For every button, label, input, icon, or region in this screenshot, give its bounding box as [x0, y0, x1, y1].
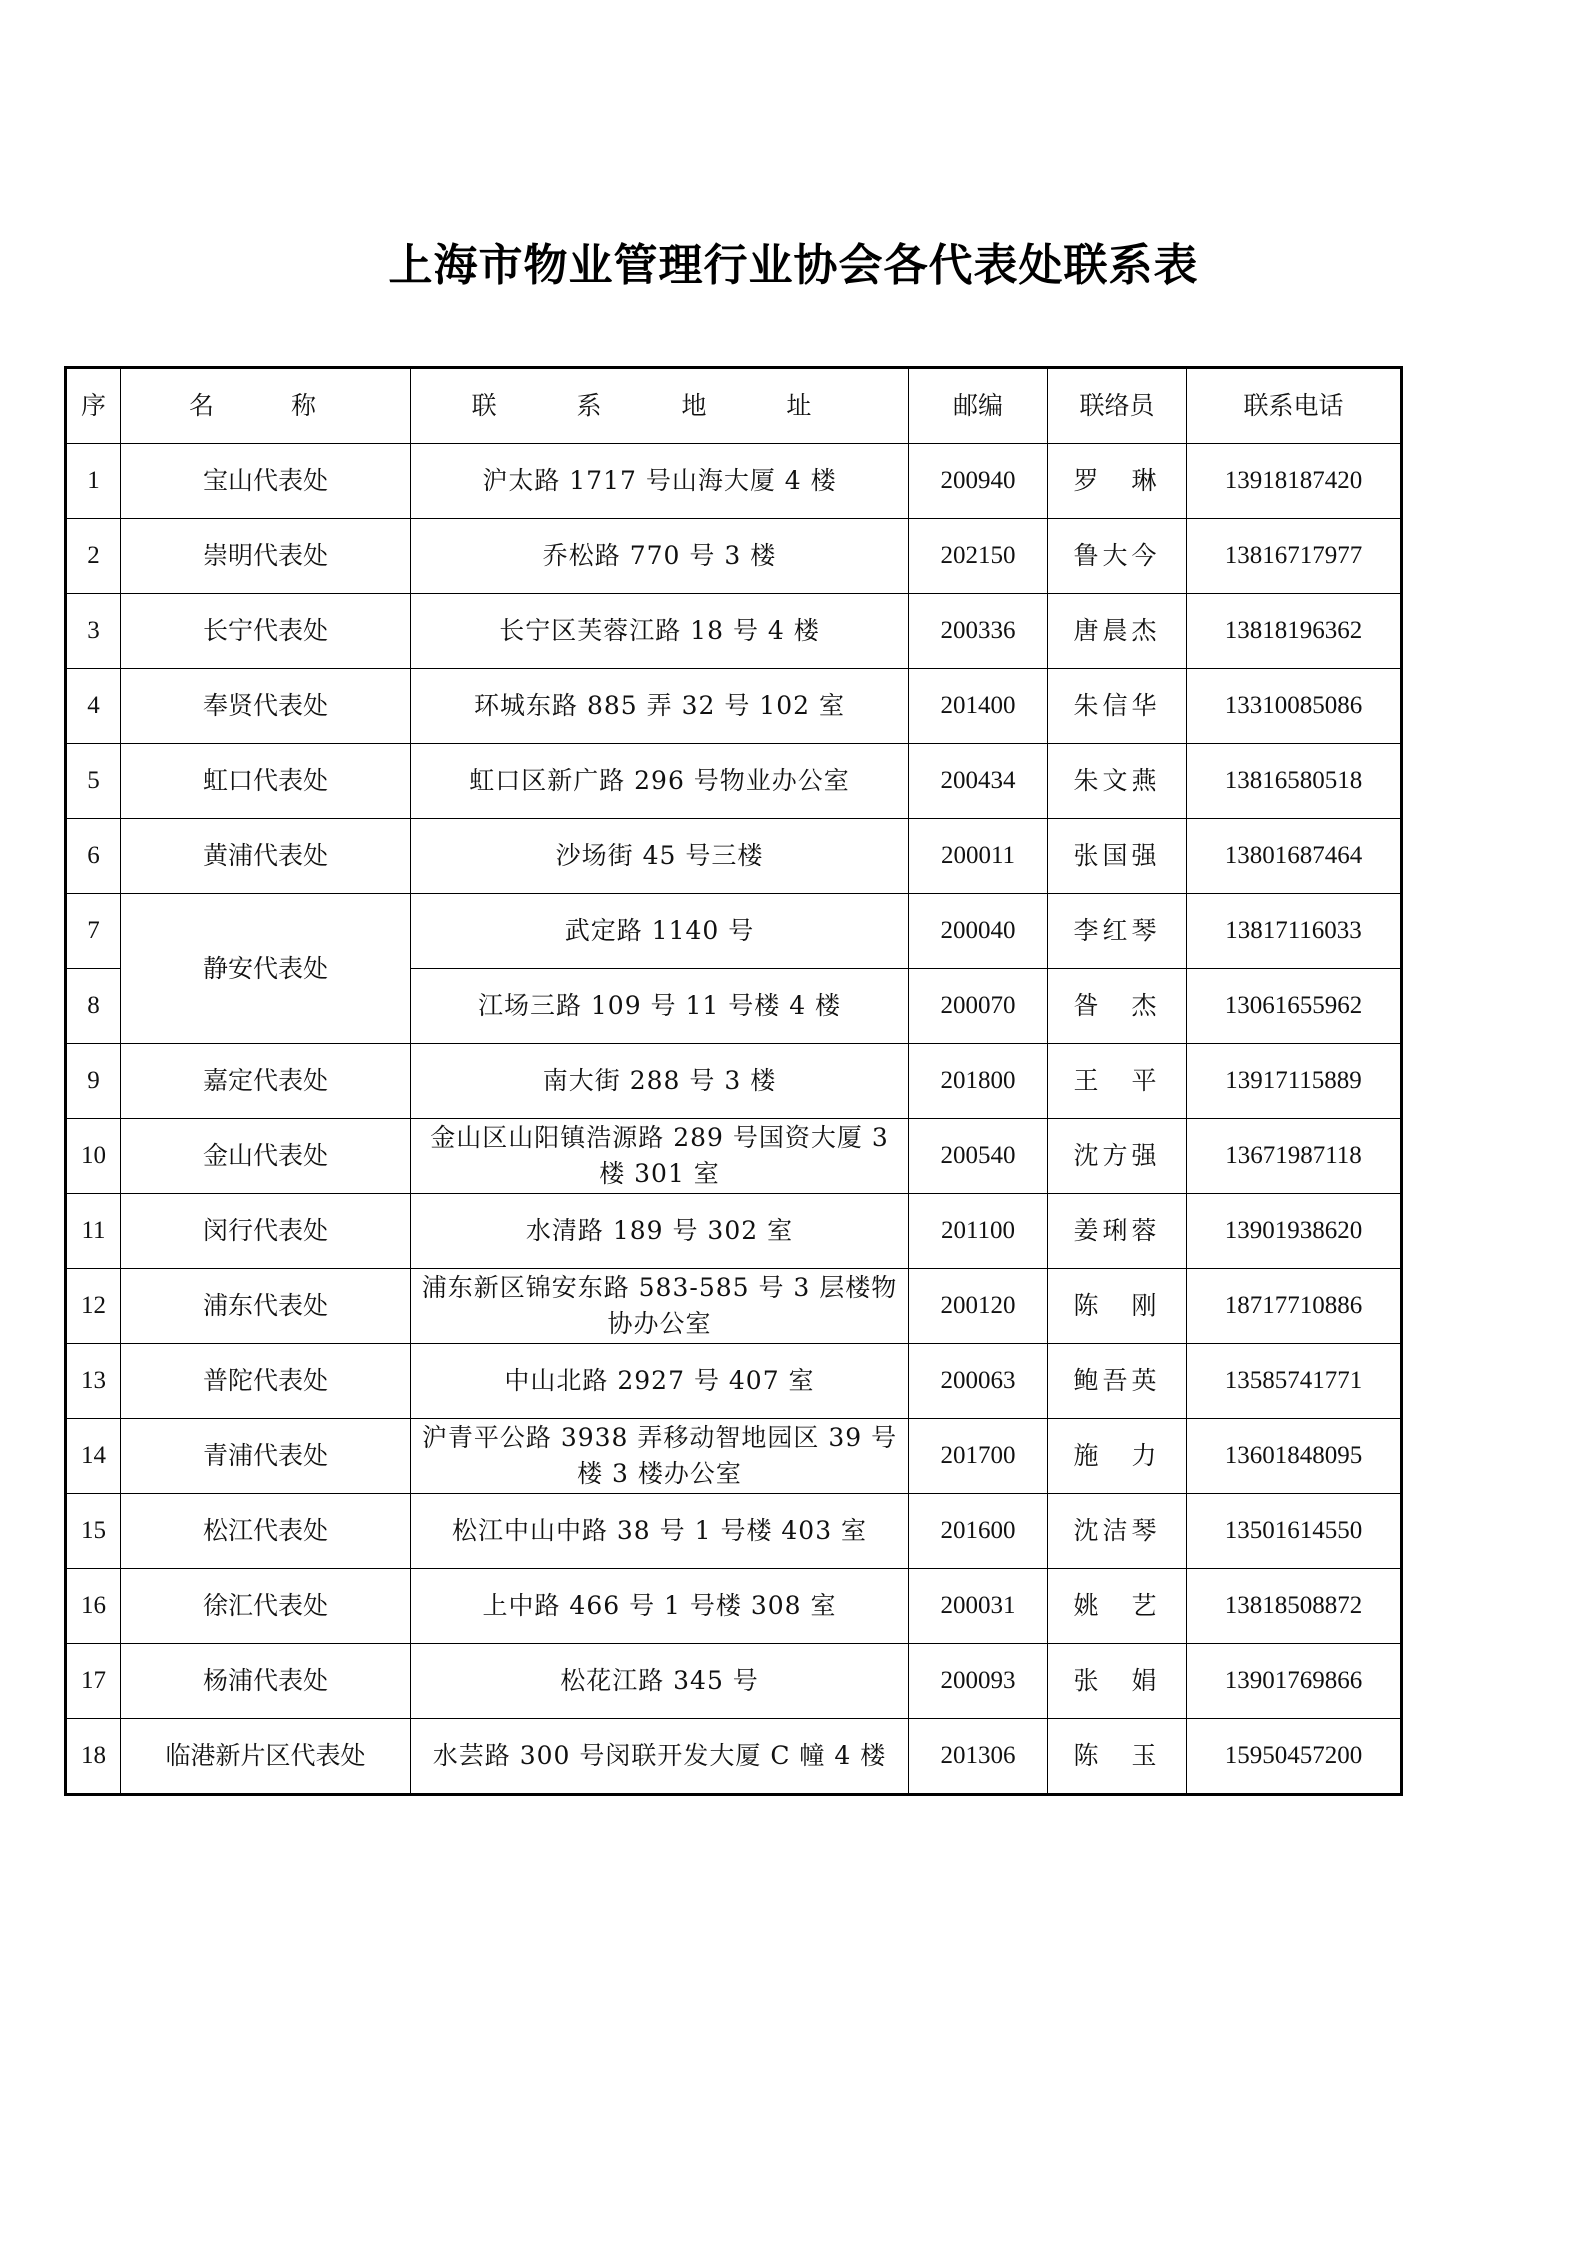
cell-zip: 200063	[909, 1344, 1048, 1419]
cell-name: 虹口代表处	[121, 744, 411, 819]
cell-no: 3	[66, 594, 121, 669]
cell-name: 徐汇代表处	[121, 1569, 411, 1644]
cell-phone: 13816580518	[1187, 744, 1402, 819]
cell-contact: 李红琴	[1048, 894, 1187, 969]
cell-no: 2	[66, 519, 121, 594]
table-row	[66, 894, 1402, 969]
cell-no: 7	[66, 894, 121, 969]
cell-contact: 朱信华	[1048, 669, 1187, 744]
cell-zip: 200031	[909, 1569, 1048, 1644]
cell-address: 长宁区芙蓉江路 18 号 4 楼	[411, 594, 909, 669]
cell-zip: 200011	[909, 819, 1048, 894]
cell-zip: 201100	[909, 1194, 1048, 1269]
cell-zip: 201700	[909, 1419, 1048, 1494]
cell-zip: 201800	[909, 1044, 1048, 1119]
cell-phone: 13818196362	[1187, 594, 1402, 669]
table-row	[66, 1344, 1402, 1419]
cell-contact: 鲍吾英	[1048, 1344, 1187, 1419]
cell-no: 9	[66, 1044, 121, 1119]
cell-phone: 13901938620	[1187, 1194, 1402, 1269]
cell-name: 金山代表处	[121, 1119, 411, 1194]
cell-phone: 13501614550	[1187, 1494, 1402, 1569]
cell-phone: 13801687464	[1187, 819, 1402, 894]
cell-contact: 陈 玉	[1048, 1719, 1187, 1795]
cell-zip: 200040	[909, 894, 1048, 969]
cell-zip: 200070	[909, 969, 1048, 1044]
table-row	[66, 1569, 1402, 1644]
cell-address: 松江中山中路 38 号 1 号楼 403 室	[411, 1494, 909, 1569]
cell-contact: 姚 艺	[1048, 1569, 1187, 1644]
cell-contact: 施 力	[1048, 1419, 1187, 1494]
cell-phone: 13816717977	[1187, 519, 1402, 594]
table-row	[66, 1719, 1402, 1795]
cell-address: 浦东新区锦安东路 583-585 号 3 层楼物协办公室	[411, 1269, 909, 1344]
table-row	[66, 1644, 1402, 1719]
cell-address: 水芸路 300 号闵联开发大厦 C 幢 4 楼	[411, 1719, 909, 1795]
cell-address: 江场三路 109 号 11 号楼 4 楼	[411, 969, 909, 1044]
table-row	[66, 444, 1402, 519]
table-row	[66, 594, 1402, 669]
cell-phone: 13310085086	[1187, 669, 1402, 744]
cell-zip: 201306	[909, 1719, 1048, 1795]
cell-contact: 罗 琳	[1048, 444, 1187, 519]
cell-contact: 鲁大今	[1048, 519, 1187, 594]
cell-name: 青浦代表处	[121, 1419, 411, 1494]
header-no: 序	[66, 368, 121, 444]
table-row	[66, 819, 1402, 894]
cell-phone: 13918187420	[1187, 444, 1402, 519]
cell-address: 水清路 189 号 302 室	[411, 1194, 909, 1269]
cell-name: 浦东代表处	[121, 1269, 411, 1344]
cell-address: 环城东路 885 弄 32 号 102 室	[411, 669, 909, 744]
cell-phone: 13585741771	[1187, 1344, 1402, 1419]
cell-phone: 15950457200	[1187, 1719, 1402, 1795]
cell-contact: 陈 刚	[1048, 1269, 1187, 1344]
cell-no: 5	[66, 744, 121, 819]
cell-phone: 13818508872	[1187, 1569, 1402, 1644]
cell-phone: 13671987118	[1187, 1119, 1402, 1194]
cell-name: 杨浦代表处	[121, 1644, 411, 1719]
cell-zip: 200940	[909, 444, 1048, 519]
table-row	[66, 1494, 1402, 1569]
cell-no: 13	[66, 1344, 121, 1419]
cell-zip: 201400	[909, 669, 1048, 744]
cell-contact: 沈方强	[1048, 1119, 1187, 1194]
cell-name: 奉贤代表处	[121, 669, 411, 744]
table-row	[66, 519, 1402, 594]
cell-zip: 200434	[909, 744, 1048, 819]
cell-contact: 王 平	[1048, 1044, 1187, 1119]
table-row	[66, 1044, 1402, 1119]
cell-name: 黄浦代表处	[121, 819, 411, 894]
cell-no: 15	[66, 1494, 121, 1569]
header-zip: 邮编	[909, 368, 1048, 444]
table-row	[66, 1194, 1402, 1269]
cell-no: 1	[66, 444, 121, 519]
cell-phone: 18717710886	[1187, 1269, 1402, 1344]
table-row	[66, 1419, 1402, 1494]
cell-zip: 200336	[909, 594, 1048, 669]
cell-contact: 唐晨杰	[1048, 594, 1187, 669]
cell-phone: 13817116033	[1187, 894, 1402, 969]
cell-no: 14	[66, 1419, 121, 1494]
cell-contact: 姜琍蓉	[1048, 1194, 1187, 1269]
cell-address: 武定路 1140 号	[411, 894, 909, 969]
cell-no: 12	[66, 1269, 121, 1344]
cell-name: 宝山代表处	[121, 444, 411, 519]
cell-no: 10	[66, 1119, 121, 1194]
table-row	[66, 1119, 1402, 1194]
cell-no: 4	[66, 669, 121, 744]
cell-name: 临港新片区代表处	[121, 1719, 411, 1795]
cell-no: 18	[66, 1719, 121, 1795]
cell-address: 沙场街 45 号三楼	[411, 819, 909, 894]
cell-address: 沪太路 1717 号山海大厦 4 楼	[411, 444, 909, 519]
cell-zip: 202150	[909, 519, 1048, 594]
cell-no: 6	[66, 819, 121, 894]
cell-zip: 201600	[909, 1494, 1048, 1569]
cell-zip: 200540	[909, 1119, 1048, 1194]
cell-name: 嘉定代表处	[121, 1044, 411, 1119]
cell-contact: 沈洁琴	[1048, 1494, 1187, 1569]
cell-no: 17	[66, 1644, 121, 1719]
header-contact: 联络员	[1048, 368, 1187, 444]
cell-no: 8	[66, 969, 121, 1044]
cell-contact: 朱文燕	[1048, 744, 1187, 819]
table-row	[66, 744, 1402, 819]
cell-phone: 13601848095	[1187, 1419, 1402, 1494]
cell-phone: 13917115889	[1187, 1044, 1402, 1119]
cell-name: 普陀代表处	[121, 1344, 411, 1419]
cell-name: 松江代表处	[121, 1494, 411, 1569]
header-phone: 联系电话	[1187, 368, 1402, 444]
header-name: 名 称	[121, 368, 411, 444]
cell-zip: 200093	[909, 1644, 1048, 1719]
cell-address: 中山北路 2927 号 407 室	[411, 1344, 909, 1419]
cell-address: 上中路 466 号 1 号楼 308 室	[411, 1569, 909, 1644]
table-header-row	[66, 368, 1402, 444]
page-title: 上海市物业管理行业协会各代表处联系表	[388, 240, 1199, 291]
table-row	[66, 1269, 1402, 1344]
cell-name-merged: 静安代表处	[121, 894, 411, 1044]
cell-address: 金山区山阳镇浩源路 289 号国资大厦 3 楼 301 室	[411, 1119, 909, 1194]
cell-no: 16	[66, 1569, 121, 1644]
cell-phone: 13901769866	[1187, 1644, 1402, 1719]
cell-address: 松花江路 345 号	[411, 1644, 909, 1719]
cell-no: 11	[66, 1194, 121, 1269]
cell-name: 长宁代表处	[121, 594, 411, 669]
cell-contact: 昝 杰	[1048, 969, 1187, 1044]
header-address: 联 系 地 址	[411, 368, 909, 444]
cell-phone: 13061655962	[1187, 969, 1402, 1044]
cell-name: 崇明代表处	[121, 519, 411, 594]
contact-table	[64, 366, 1403, 1796]
cell-address: 乔松路 770 号 3 楼	[411, 519, 909, 594]
cell-address: 沪青平公路 3938 弄移动智地园区 39 号楼 3 楼办公室	[411, 1419, 909, 1494]
cell-address: 南大街 288 号 3 楼	[411, 1044, 909, 1119]
cell-name: 闵行代表处	[121, 1194, 411, 1269]
table-row	[66, 669, 1402, 744]
cell-address: 虹口区新广路 296 号物业办公室	[411, 744, 909, 819]
cell-contact: 张 娟	[1048, 1644, 1187, 1719]
cell-contact: 张国强	[1048, 819, 1187, 894]
cell-zip: 200120	[909, 1269, 1048, 1344]
